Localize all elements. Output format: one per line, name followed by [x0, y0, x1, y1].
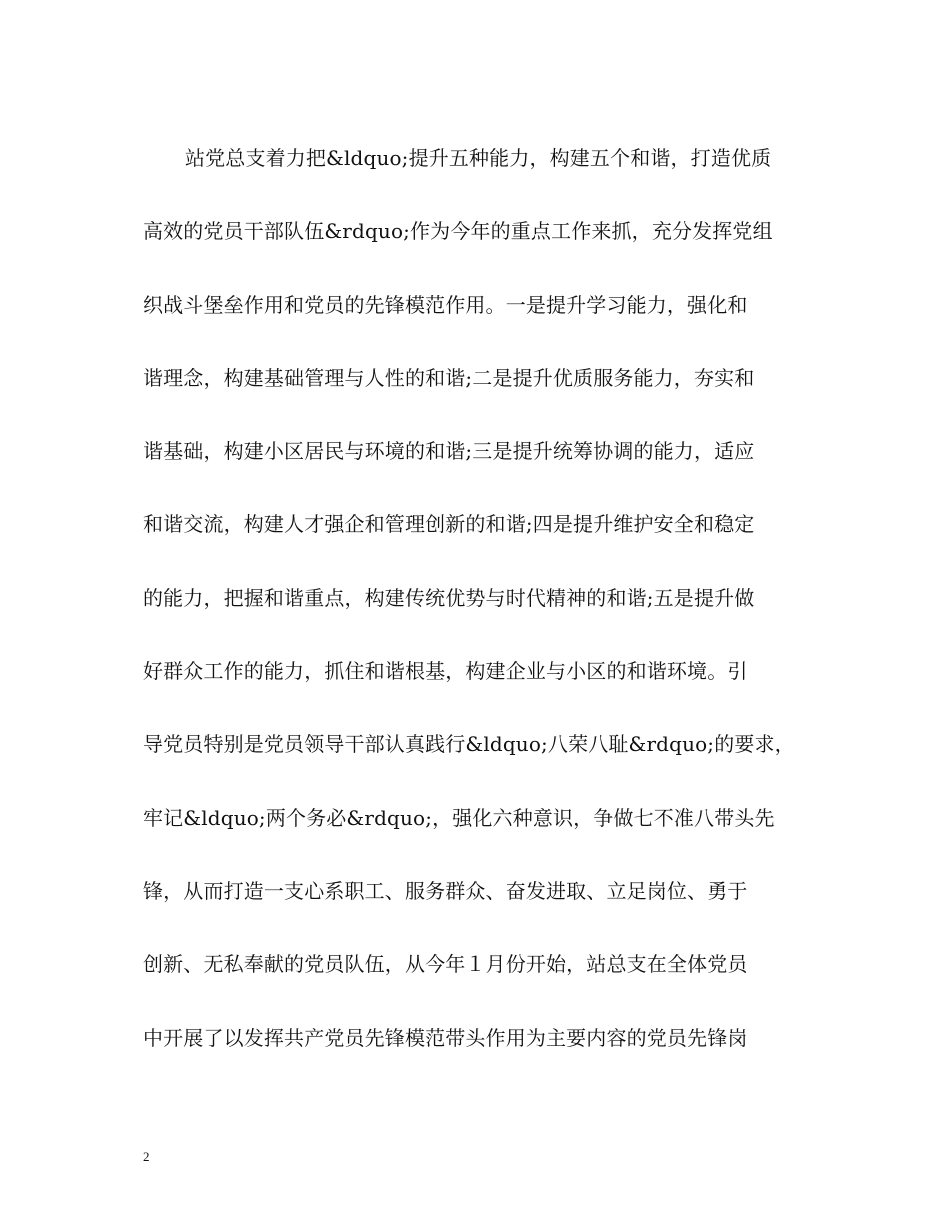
paragraph-line: 好群众工作的能力，抓住和谐根基，构建企业与小区的和谐环境。引 [143, 659, 748, 684]
paragraph-line: 锋，从而打造一支心系职工、服务群众、奋发进取、立足岗位、勇于 [143, 878, 748, 903]
paragraph-line: 导党员特别是党员领导干部认真践行&ldquo;八荣八耻&rdquo;的要求， [143, 732, 795, 757]
page-number: 2 [143, 1149, 150, 1164]
paragraph-line: 谐理念，构建基础管理与人性的和谐;二是提升优质服务能力，夯实和 [143, 365, 755, 390]
paragraph-line: 的能力，把握和谐重点，构建传统优势与时代精神的和谐;五是提升做 [143, 585, 755, 610]
body-paragraph [143, 140, 808, 1093]
paragraph-line: 和谐交流，构建人才强企和管理创新的和谐;四是提升维护安全和稳定 [143, 512, 755, 537]
paragraph-line: 谐基础，构建小区居民与环境的和谐;三是提升统筹协调的能力，适应 [143, 439, 755, 464]
paragraph-line: 牢记&ldquo;两个务必&rdquo;，强化六种意识，争做七不准八带头先 [143, 805, 775, 830]
paragraph-line: 中开展了以发挥共产党员先锋模范带头作用为主要内容的党员先锋岗 [143, 1025, 748, 1050]
paragraph-line: 高效的党员干部队伍&rdquo;作为今年的重点工作来抓，充分发挥党组 [143, 219, 773, 244]
paragraph-line: 织战斗堡垒作用和党员的先锋模范作用。一是提升学习能力，强化和 [143, 292, 748, 317]
paragraph-line: 创新、无私奉献的党员队伍，从今年１月份开始，站总支在全体党员 [143, 952, 748, 977]
paragraph-line: 站党总支着力把&ldquo;提升五种能力，构建五个和谐，打造优质 [185, 146, 772, 170]
